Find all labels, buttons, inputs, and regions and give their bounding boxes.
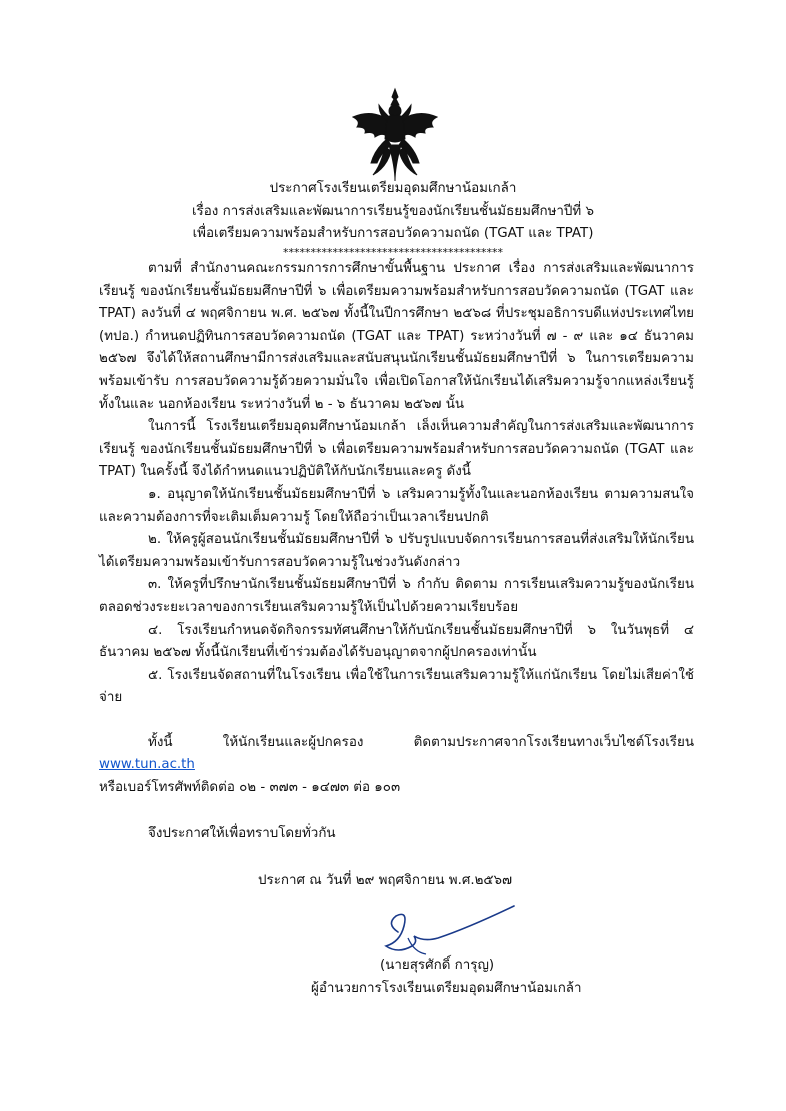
text-line: ของนักเรียนชั้นมัธยมศึกษาปีที่ ๖ เพื่อเตรียมความพร้อมสำหรับการสอบวัดความถนัด (TGAT และ TPAT) [99, 283, 694, 322]
text-line: ๒. ให้ครูผู้สอนนักเรียนชั้นมัธยมศึกษาปีที่ ๖ ปรับรูปแบบจัดการเรียนการสอนที่ส่งเสริมให้นักเรียน [148, 532, 694, 548]
contact-paragraph [99, 732, 694, 777]
school-website-link[interactable]: www.tun.ac.th [99, 757, 195, 773]
text-line: ตามที่ สำนักงานคณะกรรมการการศึกษาขั้นพื้นฐาน ประกาศ เรื่อง การส่งเสริมและพัฒนาการเรียนรู้ [99, 261, 694, 299]
text-line: การสอบวัดความรู้ด้วยความมั่นใจ เพื่อเปิดโอกาสให้นักเรียนได้เสริมความรู้จากแหล่งเรียนรู้ ทั้งในและ [99, 373, 694, 412]
guideline-item-5 [99, 665, 694, 710]
spacer [99, 710, 694, 732]
text-line: ๑. อนุญาตให้นักเรียนชั้นมัธยมศึกษาปีที่ ๖ เสริมความรู้ทั้งในและนอกห้องเรียน ตามความสนใจ [148, 486, 694, 502]
garuda-emblem-icon [345, 87, 445, 183]
heading-school-line: ประกาศโรงเรียนเตรียมอุดมศึกษาน้อมเกล้า [269, 181, 517, 196]
text-line: ๔. โรงเรียนกำหนดจัดกิจกรรมทัศนศึกษาให้กับนักเรียนชั้นมัธยมศึกษาปีที่ ๖ ในวันพุธที่ ๔ ธันวาคม [99, 622, 694, 661]
guideline-item-2 [99, 529, 694, 574]
contact-text: ทั้งนี้ ให้นักเรียนและผู้ปกครอง ติดตามประกาศจากโรงเรียนทางเว็บไซต์โรงเรียน [148, 734, 694, 750]
text-line: ในครั้งนี้ จึงได้กำหนดแนวปฏิบัติให้กับนักเรียนและครู ดังนี้ [140, 464, 471, 480]
text-line: ตลอดช่วงระยะเวลาของการเรียนเสริมความรู้ให้เป็นไปด้วยความเรียบร้อย [99, 599, 519, 615]
heading-subject-line: เรื่อง การส่งเสริมและพัฒนาการเรียนรู้ของนักเรียนชั้นมัธยมศึกษาปีที่ ๖ [191, 203, 595, 219]
text-line: นอกห้องเรียน ระหว่างวันที่ ๒ - ๖ ธันวาคม ๒๕๖๗ นั้น [158, 396, 465, 412]
announcement-body [99, 258, 694, 800]
text-line: ๕. โรงเรียนจัดสถานที่ในโรงเรียน เพื่อใช้ในการเรียนเสริมความรู้ให้แก่นักเรียน โดยไม่เสียค่าใช้จ่าย [99, 667, 694, 706]
body-paragraph-2 [99, 416, 694, 484]
guideline-item-4 [99, 620, 694, 665]
text-line: และความต้องการที่จะเติมเต็มความรู้ โดยให้ถือว่าเป็นเวลาเรียนปกติ [99, 509, 489, 525]
heading-separator: **************************************** [283, 245, 503, 259]
text-line: ลงวันที่ ๔ พฤศจิกายน พ.ศ. ๒๕๖๗ ทั้งนี้ในปีการศึกษา ๒๕๖๘ ที่ประชุมอธิการบดีแห่งประเทศไทย (ทปอ.) [99, 306, 694, 344]
text-line: ๓. ให้ครูที่ปรึกษานักเรียนชั้นมัธยมศึกษาปีที่ ๖ กำกับ ติดตาม การเรียนเสริมความรู้ของนักเรียน [148, 577, 694, 593]
contact-phone-line: หรือเบอร์โทรศัพท์ติดต่อ ๐๒ - ๓๗๓ - ๑๔๗๓ ต่อ ๑๐๓ [99, 780, 401, 796]
signer-title: ผู้อำนวยการโรงเรียนเตรียมอุดมศึกษาน้อมเกล้า [311, 981, 582, 996]
text-line: กำหนดปฏิทินการสอบวัดความถนัด (TGAT และ TPAT) ระหว่างวันที่ ๗ - ๙ และ ๑๔ ธันวาคม ๒๕๖๗ [99, 328, 694, 367]
text-line: ของนักเรียนชั้นมัธยมศึกษาปีที่ ๖ เพื่อเตรียมความพร้อมสำหรับการสอบวัดความถนัด (TGAT และ TPAT) [99, 441, 694, 480]
announcement-date: ประกาศ ณ วันที่ ๒๙ พฤศจิกายน พ.ศ.๒๕๖๗ [258, 873, 513, 888]
announcement-heading [0, 178, 786, 260]
closing-line: จึงประกาศให้เพื่อทราบโดยทั่วกัน [148, 826, 336, 841]
body-paragraph-1 [99, 258, 694, 416]
handwritten-signature-icon [378, 902, 518, 962]
text-line: ในการนี้ โรงเรียนเตรียมอุดมศึกษาน้อมเกล้า เล็งเห็นความสำคัญในการส่งเสริมและพัฒนาการเรียนรู้ [99, 419, 694, 457]
text-line: ๒๕๖๗ ทั้งนี้นักเรียนที่เข้าร่วมต้องได้รับอนุญาตจากผู้ปกครองเท่านั้น [153, 645, 537, 661]
heading-purpose-line: เพื่อเตรียมความพร้อมสำหรับการสอบวัดความถนัด (TGAT และ TPAT) [192, 226, 594, 242]
signer-name: (นายสุรศักดิ์ การุญ) [380, 958, 495, 973]
guideline-item-1 [99, 484, 694, 529]
text-line: จึงได้ให้สถานศึกษามีการส่งเสริมและสนับสนุนนักเรียนชั้นมัธยมศึกษาปีที่ ๖ ในการเตรียมความพร้อมเข้ารับ [99, 351, 694, 389]
text-line: ได้เตรียมความพร้อมเข้ารับการสอบวัดความรู้ในช่วงวันดังกล่าว [99, 554, 461, 570]
guideline-item-3 [99, 574, 694, 619]
